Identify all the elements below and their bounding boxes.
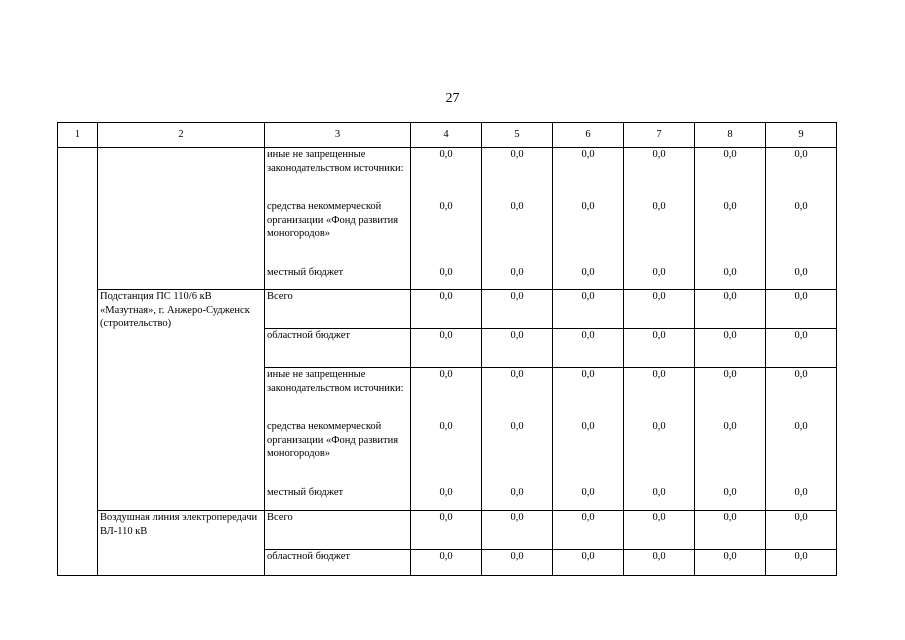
value-cell: 0,0: [411, 511, 482, 550]
value-cell: [624, 148, 695, 290]
value-cell: 0,0: [766, 329, 837, 368]
value-cell: 0,0: [624, 290, 695, 329]
value: 0,0: [439, 487, 453, 498]
value: 0,0: [652, 267, 666, 278]
object-cell: Воздушная линия электропередачи ВЛ-110 кВ: [98, 511, 265, 576]
value-cell: [482, 368, 553, 511]
value: 0,0: [723, 369, 737, 380]
index-cell: [58, 148, 98, 576]
table-header-row: [58, 123, 837, 148]
column-header: 8: [695, 123, 766, 148]
value: 0,0: [794, 487, 808, 498]
value-cell: 0,0: [695, 329, 766, 368]
value-cell: 0,0: [766, 511, 837, 550]
value-cell: 0,0: [766, 550, 837, 576]
value: 0,0: [581, 149, 595, 160]
source-label: средства некоммерческой организации «Фонд развития моногородов»: [267, 421, 399, 459]
column-header: 7: [624, 123, 695, 148]
value: 0,0: [652, 149, 666, 160]
value-cell: 0,0: [695, 511, 766, 550]
value-cell: [411, 148, 482, 290]
column-header: 3: [265, 123, 411, 148]
source-label: местный бюджет: [267, 487, 344, 498]
table-row: [58, 290, 837, 329]
column-header: 5: [482, 123, 553, 148]
source-cell: областной бюджет: [265, 550, 411, 576]
value: 0,0: [510, 421, 524, 432]
value-cell: 0,0: [482, 290, 553, 329]
value: 0,0: [794, 149, 808, 160]
source-cell: [265, 368, 411, 511]
value-cell: [766, 368, 837, 511]
column-header: 6: [553, 123, 624, 148]
value: 0,0: [652, 201, 666, 212]
object-cell: [98, 148, 265, 290]
source-label: иные не запрещенные законодательством источники:: [267, 149, 404, 174]
value-cell: [766, 148, 837, 290]
value-cell: [411, 368, 482, 511]
value-cell: [695, 148, 766, 290]
value-cell: 0,0: [553, 511, 624, 550]
source-label: иные не запрещенные законодательством источники:: [267, 369, 404, 394]
source-cell: областной бюджет: [265, 329, 411, 368]
value: 0,0: [581, 421, 595, 432]
value: 0,0: [581, 487, 595, 498]
value-cell: 0,0: [411, 550, 482, 576]
value: 0,0: [439, 267, 453, 278]
value-cell: 0,0: [411, 329, 482, 368]
value: 0,0: [723, 421, 737, 432]
column-header: 2: [98, 123, 265, 148]
value: 0,0: [723, 149, 737, 160]
value: 0,0: [510, 369, 524, 380]
value-cell: 0,0: [624, 511, 695, 550]
value-cell: [553, 368, 624, 511]
value-cell: 0,0: [695, 290, 766, 329]
value: 0,0: [794, 369, 808, 380]
source-cell: [265, 148, 411, 290]
value-cell: 0,0: [411, 290, 482, 329]
column-header: 9: [766, 123, 837, 148]
value: 0,0: [510, 201, 524, 212]
value: 0,0: [439, 201, 453, 212]
value: 0,0: [723, 487, 737, 498]
value: 0,0: [439, 369, 453, 380]
value-cell: 0,0: [482, 550, 553, 576]
value-cell: [553, 148, 624, 290]
value: 0,0: [723, 267, 737, 278]
value: 0,0: [439, 421, 453, 432]
value: 0,0: [794, 201, 808, 212]
page-number: 27: [445, 91, 460, 106]
value-cell: 0,0: [553, 550, 624, 576]
value: 0,0: [794, 421, 808, 432]
value-cell: 0,0: [624, 550, 695, 576]
value-cell: [695, 368, 766, 511]
value: 0,0: [652, 421, 666, 432]
column-header: 1: [58, 123, 98, 148]
value: 0,0: [652, 487, 666, 498]
value: 0,0: [723, 201, 737, 212]
value-cell: [624, 368, 695, 511]
value-cell: 0,0: [695, 550, 766, 576]
value: 0,0: [439, 149, 453, 160]
value-cell: 0,0: [766, 290, 837, 329]
value: 0,0: [510, 149, 524, 160]
source-cell: Всего: [265, 290, 411, 329]
source-label: местный бюджет: [267, 267, 344, 278]
value: 0,0: [581, 201, 595, 212]
object-cell: Подстанция ПС 110/6 кВ «Мазутная», г. Анжеро-Судженск (строительство): [98, 290, 265, 511]
column-header: 4: [411, 123, 482, 148]
table-row: [58, 511, 837, 550]
value: 0,0: [794, 267, 808, 278]
value: 0,0: [581, 369, 595, 380]
value-cell: 0,0: [624, 329, 695, 368]
source-cell: Всего: [265, 511, 411, 550]
table-row: [58, 148, 837, 290]
value-cell: [482, 148, 553, 290]
value-cell: 0,0: [482, 329, 553, 368]
value-cell: 0,0: [553, 290, 624, 329]
value: 0,0: [510, 267, 524, 278]
source-label: средства некоммерческой организации «Фонд развития моногородов»: [267, 201, 399, 239]
budget-table: [57, 122, 837, 576]
value: 0,0: [581, 267, 595, 278]
value: 0,0: [652, 369, 666, 380]
value: 0,0: [510, 487, 524, 498]
value-cell: 0,0: [553, 329, 624, 368]
value-cell: 0,0: [482, 511, 553, 550]
